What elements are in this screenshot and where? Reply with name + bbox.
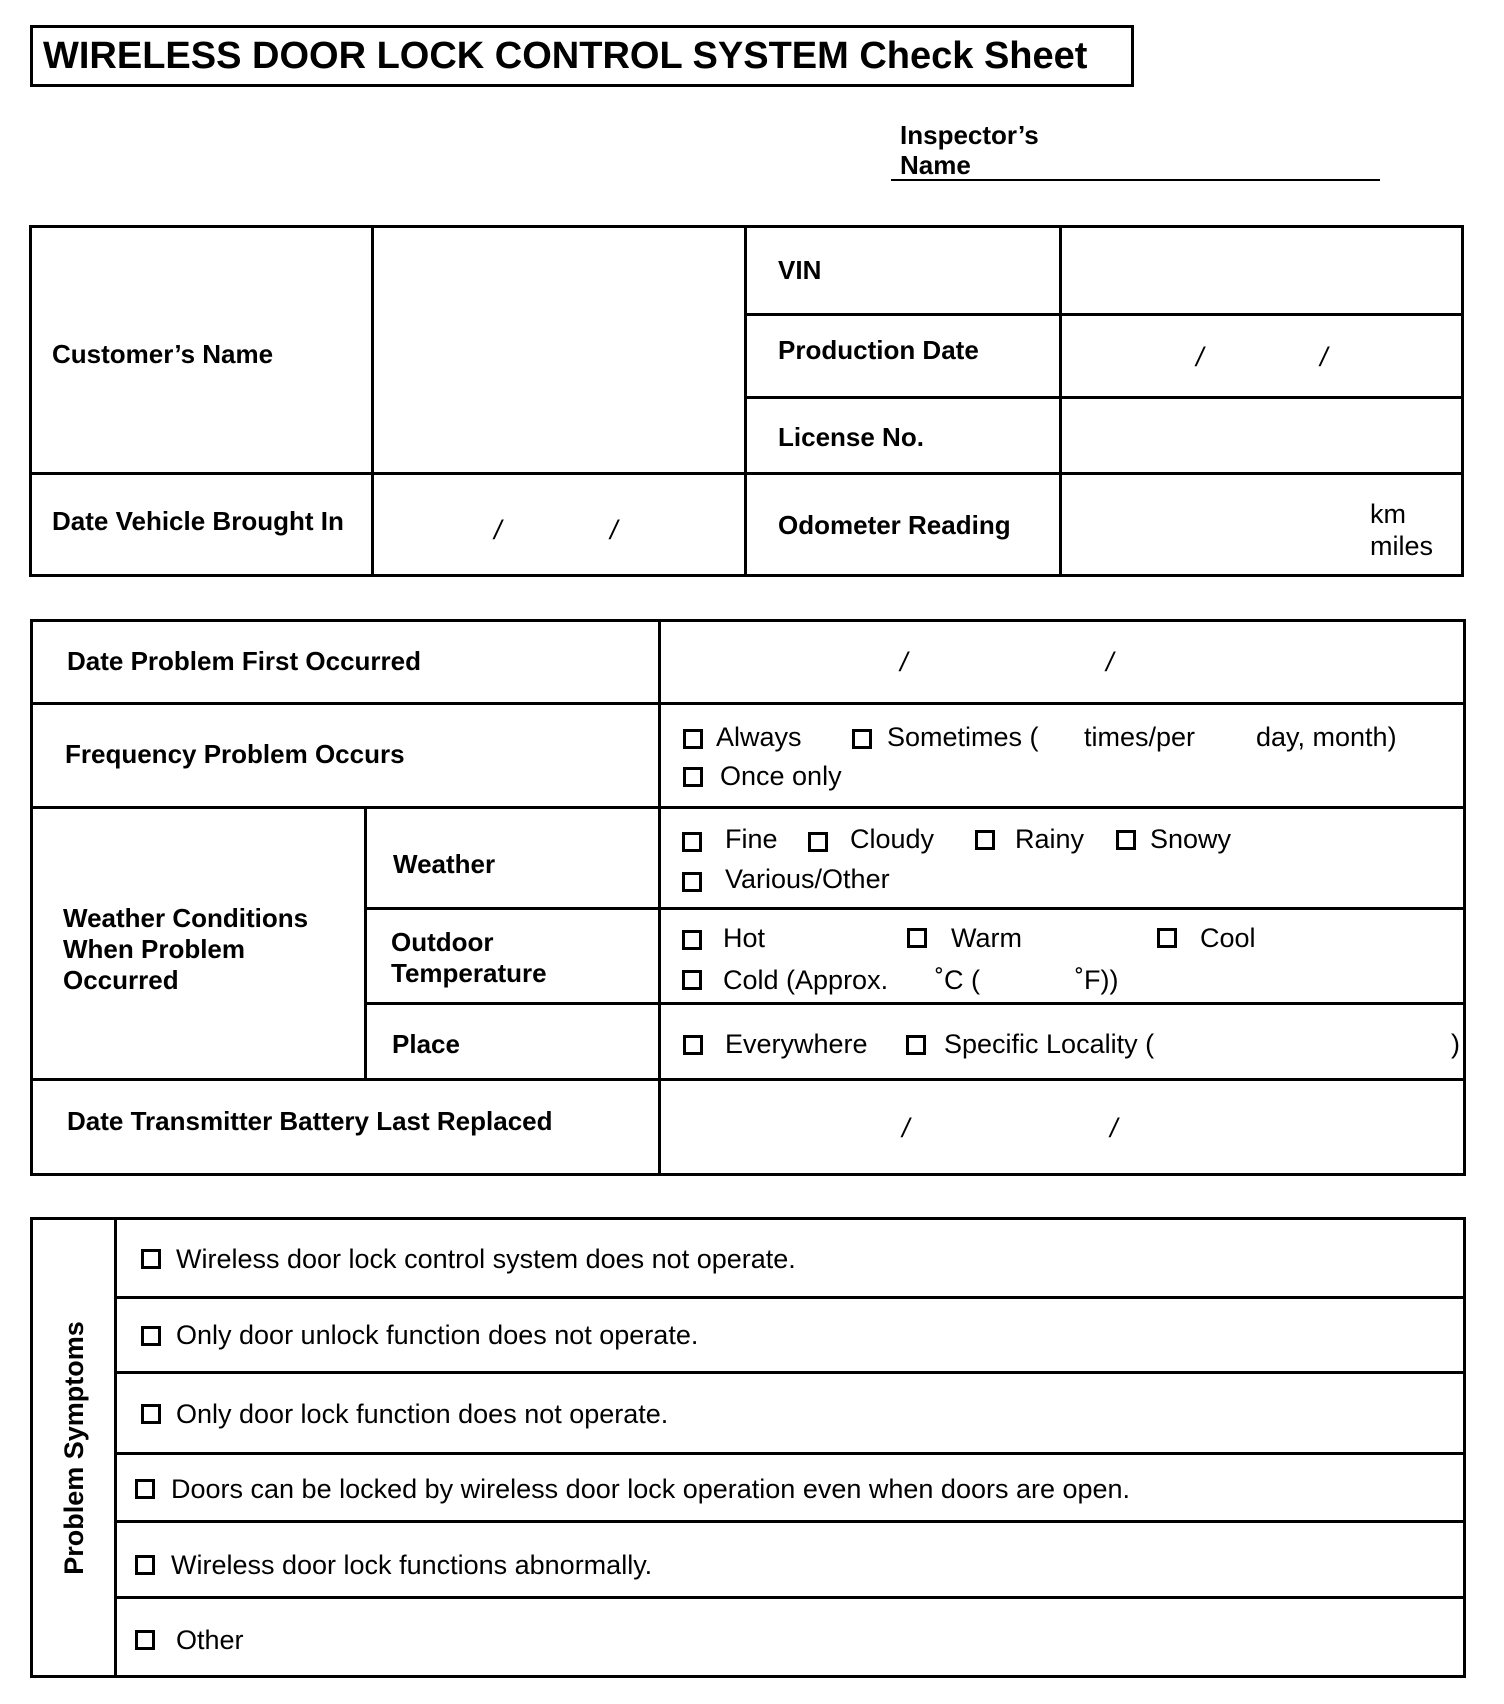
symptoms-table — [30, 1217, 1466, 1678]
warm-label: Warm — [951, 923, 1022, 953]
battery-replaced-slash-2: / — [1110, 1113, 1118, 1143]
date-first-occurred-slash-2: / — [1106, 647, 1114, 677]
customer-name-field[interactable] — [374, 228, 742, 470]
symptom-label-3: Only door lock function does not operate. — [176, 1399, 669, 1429]
date-first-occurred-slash-1: / — [900, 647, 908, 677]
customer-name-label: Customer’s Name — [52, 339, 274, 369]
cold-label: Cold (Approx. — [723, 965, 889, 995]
inspector-name-field[interactable] — [891, 179, 1380, 181]
unit-km: km — [1370, 499, 1406, 529]
various-checkbox[interactable] — [682, 872, 702, 892]
sometimes-label: Sometimes ( — [887, 722, 1039, 752]
specific-locality-checkbox[interactable] — [906, 1035, 926, 1055]
symptom-checkbox-2[interactable] — [141, 1326, 161, 1346]
always-checkbox[interactable] — [683, 729, 703, 749]
divider — [744, 225, 747, 577]
odometer-label: Odometer Reading — [778, 510, 1011, 540]
cold-checkbox[interactable] — [682, 970, 702, 990]
symptom-label-1: Wireless door lock control system does not operate. — [176, 1244, 796, 1274]
divider — [30, 806, 1466, 809]
problem-symptoms-heading: Problem Symptoms — [58, 1320, 89, 1575]
divider — [364, 806, 367, 1081]
once-only-label: Once only — [720, 761, 842, 791]
divider — [744, 313, 1464, 316]
symptom-checkbox-3[interactable] — [141, 1404, 161, 1424]
symptom-checkbox-5[interactable] — [135, 1555, 155, 1575]
day-month-label: day, month) — [1256, 722, 1397, 752]
everywhere-checkbox[interactable] — [683, 1035, 703, 1055]
fine-label: Fine — [725, 824, 778, 854]
symptom-label-5: Wireless door lock functions abnormally. — [171, 1550, 653, 1580]
license-no-field[interactable] — [1062, 399, 1461, 471]
divider — [114, 1452, 1466, 1455]
battery-replaced-label: Date Transmitter Battery Last Replaced — [67, 1106, 553, 1136]
cool-label: Cool — [1200, 923, 1256, 953]
rainy-checkbox[interactable] — [975, 830, 995, 850]
weather-conditions-line2: When Problem — [63, 934, 246, 964]
inspector-label-line2: Name — [900, 150, 971, 180]
hot-label: Hot — [723, 923, 766, 953]
weather-conditions-line1: Weather Conditions — [63, 903, 309, 933]
hot-checkbox[interactable] — [682, 930, 702, 950]
frequency-label: Frequency Problem Occurs — [65, 739, 405, 769]
vin-field[interactable] — [1062, 228, 1461, 312]
divider — [29, 472, 1464, 475]
date-first-occurred-label: Date Problem First Occurred — [67, 646, 421, 676]
divider — [364, 1002, 1466, 1005]
various-label: Various/Other — [725, 864, 890, 894]
divider — [30, 702, 1466, 705]
place-label: Place — [392, 1029, 460, 1059]
divider — [114, 1296, 1466, 1299]
warm-checkbox[interactable] — [907, 928, 927, 948]
inspector-name-label — [900, 120, 1039, 180]
inspector-label-line1: Inspector’s — [900, 120, 1039, 150]
divider — [114, 1520, 1466, 1523]
symptom-label-4: Doors can be locked by wireless door lock operation even when doors are open. — [171, 1474, 1131, 1504]
symptom-checkbox-4[interactable] — [135, 1479, 155, 1499]
symptom-label-6: Other — [176, 1625, 244, 1655]
production-date-label: Production Date — [778, 335, 979, 365]
divider — [114, 1217, 117, 1678]
battery-replaced-slash-1: / — [902, 1113, 910, 1143]
divider — [364, 907, 1466, 910]
weather-conditions-label — [63, 903, 308, 996]
divider — [114, 1596, 1466, 1599]
symptom-checkbox-1[interactable] — [141, 1249, 161, 1269]
divider — [114, 1371, 1466, 1374]
specific-locality-close: ) — [1451, 1029, 1460, 1059]
cloudy-label: Cloudy — [850, 824, 935, 854]
deg-c-label: ˚C ( — [935, 965, 980, 995]
sometimes-checkbox[interactable] — [852, 729, 872, 749]
weather-label: Weather — [393, 849, 496, 879]
specific-locality-label: Specific Locality ( — [944, 1029, 1155, 1059]
fine-checkbox[interactable] — [682, 832, 702, 852]
cool-checkbox[interactable] — [1157, 928, 1177, 948]
snowy-label: Snowy — [1150, 824, 1232, 854]
date-brought-in-label: Date Vehicle Brought In — [52, 506, 344, 536]
temperature-label-line2: Temperature — [391, 958, 547, 988]
date-brought-in-slash-2: / — [610, 515, 618, 545]
license-no-label: License No. — [778, 422, 924, 452]
unit-miles: miles — [1370, 531, 1434, 561]
problem-symptoms-cell — [33, 1220, 114, 1675]
temperature-label-line1: Outdoor — [391, 927, 494, 957]
snowy-checkbox[interactable] — [1116, 830, 1136, 850]
weather-conditions-line3: Occurred — [63, 965, 179, 995]
everywhere-label: Everywhere — [725, 1029, 868, 1059]
date-brought-in-slash-1: / — [494, 515, 502, 545]
rainy-label: Rainy — [1015, 824, 1085, 854]
divider — [30, 1078, 1466, 1081]
times-per-label: times/per — [1084, 722, 1196, 752]
temperature-label — [391, 927, 547, 989]
production-date-slash-2: / — [1320, 342, 1328, 372]
form-title: WIRELESS DOOR LOCK CONTROL SYSTEM Check Sheet — [30, 25, 1134, 87]
always-label: Always — [716, 722, 802, 752]
cloudy-checkbox[interactable] — [808, 832, 828, 852]
vin-label: VIN — [778, 255, 822, 285]
deg-f-label: ˚F)) — [1075, 965, 1119, 995]
production-date-slash-1: / — [1196, 342, 1204, 372]
symptom-checkbox-6[interactable] — [135, 1630, 155, 1650]
once-only-checkbox[interactable] — [683, 767, 703, 787]
symptom-label-2: Only door unlock function does not operate. — [176, 1320, 699, 1350]
